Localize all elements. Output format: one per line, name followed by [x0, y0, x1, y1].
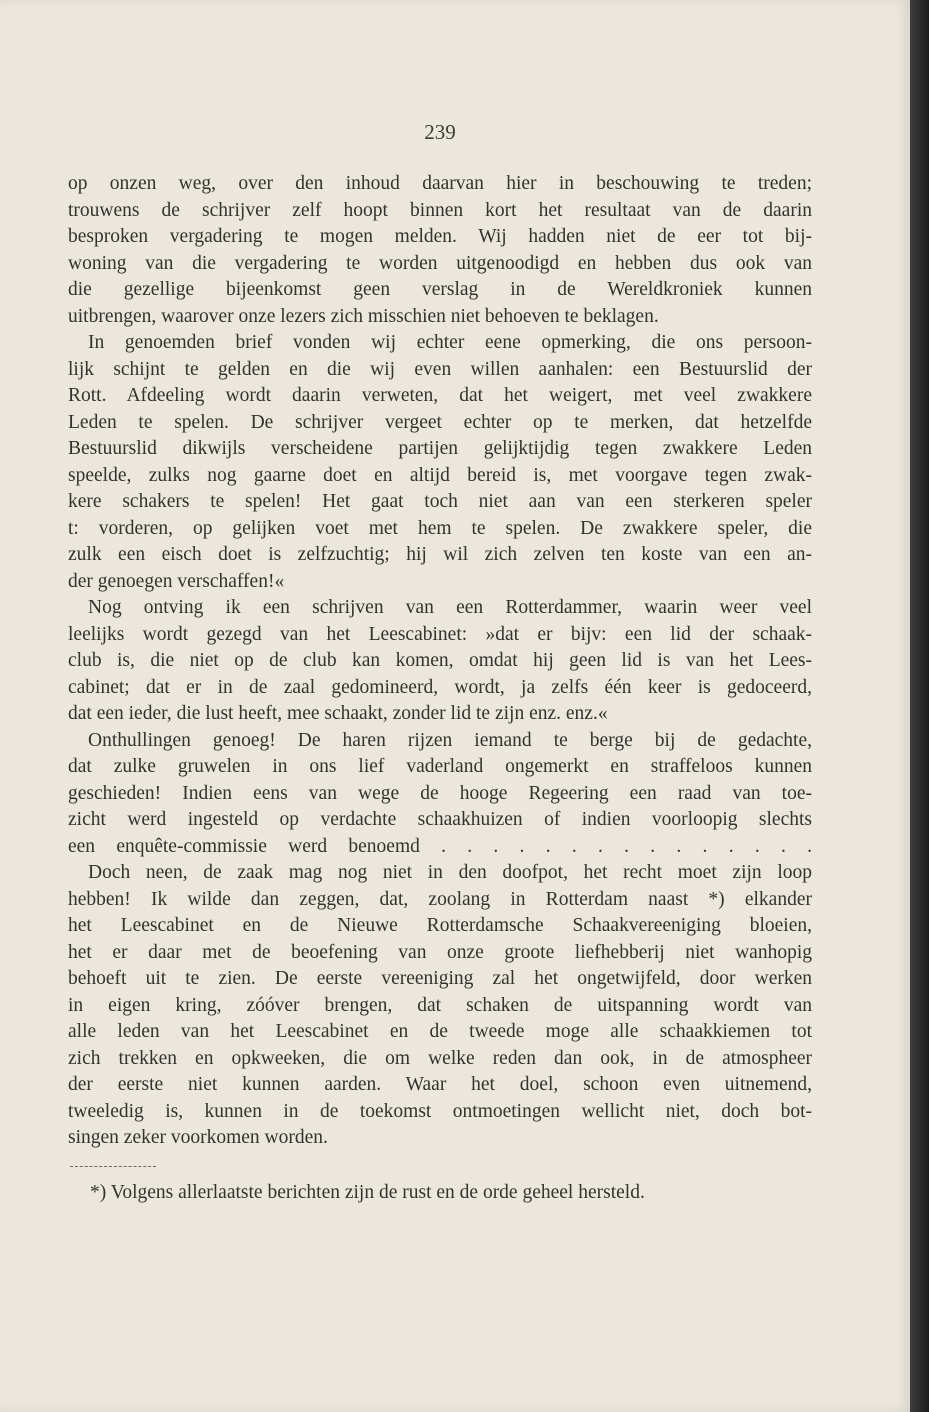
text-line: zich trekken en opkweeken, die om welke reden dan ook, in de atmospheer — [68, 1047, 812, 1069]
text-line: Doch neen, de zaak mag nog niet in den doofpot, het recht moet zijn loop — [88, 862, 812, 883]
page-number: 239 — [424, 120, 456, 144]
text-line: dat zulke gruwelen in ons lief vaderland ongemerkt en straffeloos kunnen — [68, 756, 812, 777]
text-line: dat een ieder, die lust heeft, mee schaakt, zonder lid te zijn enz. enz.« — [68, 703, 608, 724]
text-line: Leden te spelen. De schrijver vergeet echter op te merken, dat hetzelfde — [68, 411, 812, 433]
text-line: geschieden! Indien eens van wege de hooge Regeering een raad van toe- — [68, 782, 812, 804]
text-line: Nog ontving ik een schrijven van een Rotterdammer, waarin weer veel — [88, 597, 812, 618]
text-line: t: vorderen, op gelijken voet met hem te spelen. De zwakkere speler, die — [68, 517, 812, 539]
text-line: In genoemden brief vonden wij echter eene opmerking, die ons persoon- — [88, 332, 812, 353]
body-text — [68, 171, 812, 1152]
text-line: der genoegen verschaffen!« — [68, 570, 285, 592]
text-line: Rott. Afdeeling wordt daarin verweten, dat het weigert, met veel zwakkere — [68, 385, 812, 406]
text-line: leelijks wordt gezegd van het Leescabinet: »dat er bijv: een lid der schaak- — [68, 623, 812, 645]
text-line: hebben! Ik wilde dan zeggen, dat, zoolang in Rotterdam naast *) elkander — [68, 888, 812, 910]
text-line: club is, die niet op de club kan komen, omdat hij geen lid is van het Lees- — [68, 650, 812, 671]
page-edge-shadow — [910, 0, 929, 1412]
text-line: in eigen kring, zóóver brengen, dat schaken de uitspanning wordt van — [68, 994, 812, 1016]
text-line: het Leescabinet en de Nieuwe Rotterdamsche Schaakvereeniging bloeien, — [68, 915, 812, 936]
text-line: woning van die vergadering te worden uitgenoodigd en hebben dus ook van — [68, 252, 812, 274]
text-line: tweeledig is, kunnen in de toekomst ontmoetingen wellicht niet, doch bot- — [68, 1100, 812, 1122]
text-line: op onzen weg, over den inhoud daarvan hier in beschouwing te treden; — [68, 173, 812, 194]
text-line: zulk een eisch doet is zelfzuchtig; hij wil zich zelven ten koste van een an- — [68, 544, 812, 565]
footnote-rule — [70, 1166, 156, 1167]
text-line: die gezellige bijeenkomst geen verslag in de Wereldkroniek kunnen — [68, 279, 812, 300]
text-line: der eerste niet kunnen aarden. Waar het doel, schoon even uitnemend, — [68, 1074, 812, 1095]
text-line: cabinet; dat er in de zaal gedomineerd, wordt, ja zelfs één keer is gedoceerd, — [68, 676, 812, 698]
text-line: besproken vergadering te mogen melden. Wij hadden niet de eer tot bij- — [68, 226, 812, 247]
text-line: Onthullingen genoeg! De haren rijzen iemand te berge bij de gedachte, — [88, 729, 812, 751]
text-line: Bestuurslid dikwijls verscheidene partijen gelijktijdig tegen zwakkere Leden — [68, 438, 812, 459]
text-line: behoeft uit te zien. De eerste vereeniging zal het ongetwijfeld, door werken — [68, 968, 812, 989]
text-line: zicht werd ingesteld op verdachte schaakhuizen of indien voorloopig slechts — [68, 809, 812, 830]
text-line: speelde, zulks nog gaarne doet en altijd bereid is, met voorgave tegen zwak- — [68, 464, 812, 486]
text-line: kere schakers te spelen! Het gaat toch niet aan van een sterkeren speler — [68, 491, 812, 512]
text-line: een enquête-commissie werd benoemd . . . . . . . . . . . . . . . — [68, 835, 812, 857]
text-line: het er daar met de beoefening van onze groote liefhebberij niet wanhopig — [68, 941, 812, 963]
text-line: singen zeker voorkomen worden. — [68, 1127, 328, 1148]
text-line: alle leden van het Leescabinet en de tweede moge alle schaakkiemen tot — [68, 1021, 812, 1042]
footnote: *) Volgens allerlaatste berichten zijn de rust en de orde geheel hersteld. — [90, 1182, 645, 1203]
text-line: trouwens de schrijver zelf hoopt binnen kort het resultaat van de daarin — [68, 199, 812, 221]
text-line: lijk schijnt te gelden en die wij even willen aanhalen: een Bestuurslid der — [68, 358, 812, 380]
text-line: uitbrengen, waarover onze lezers zich misschien niet behoeven te beklagen. — [68, 305, 659, 327]
